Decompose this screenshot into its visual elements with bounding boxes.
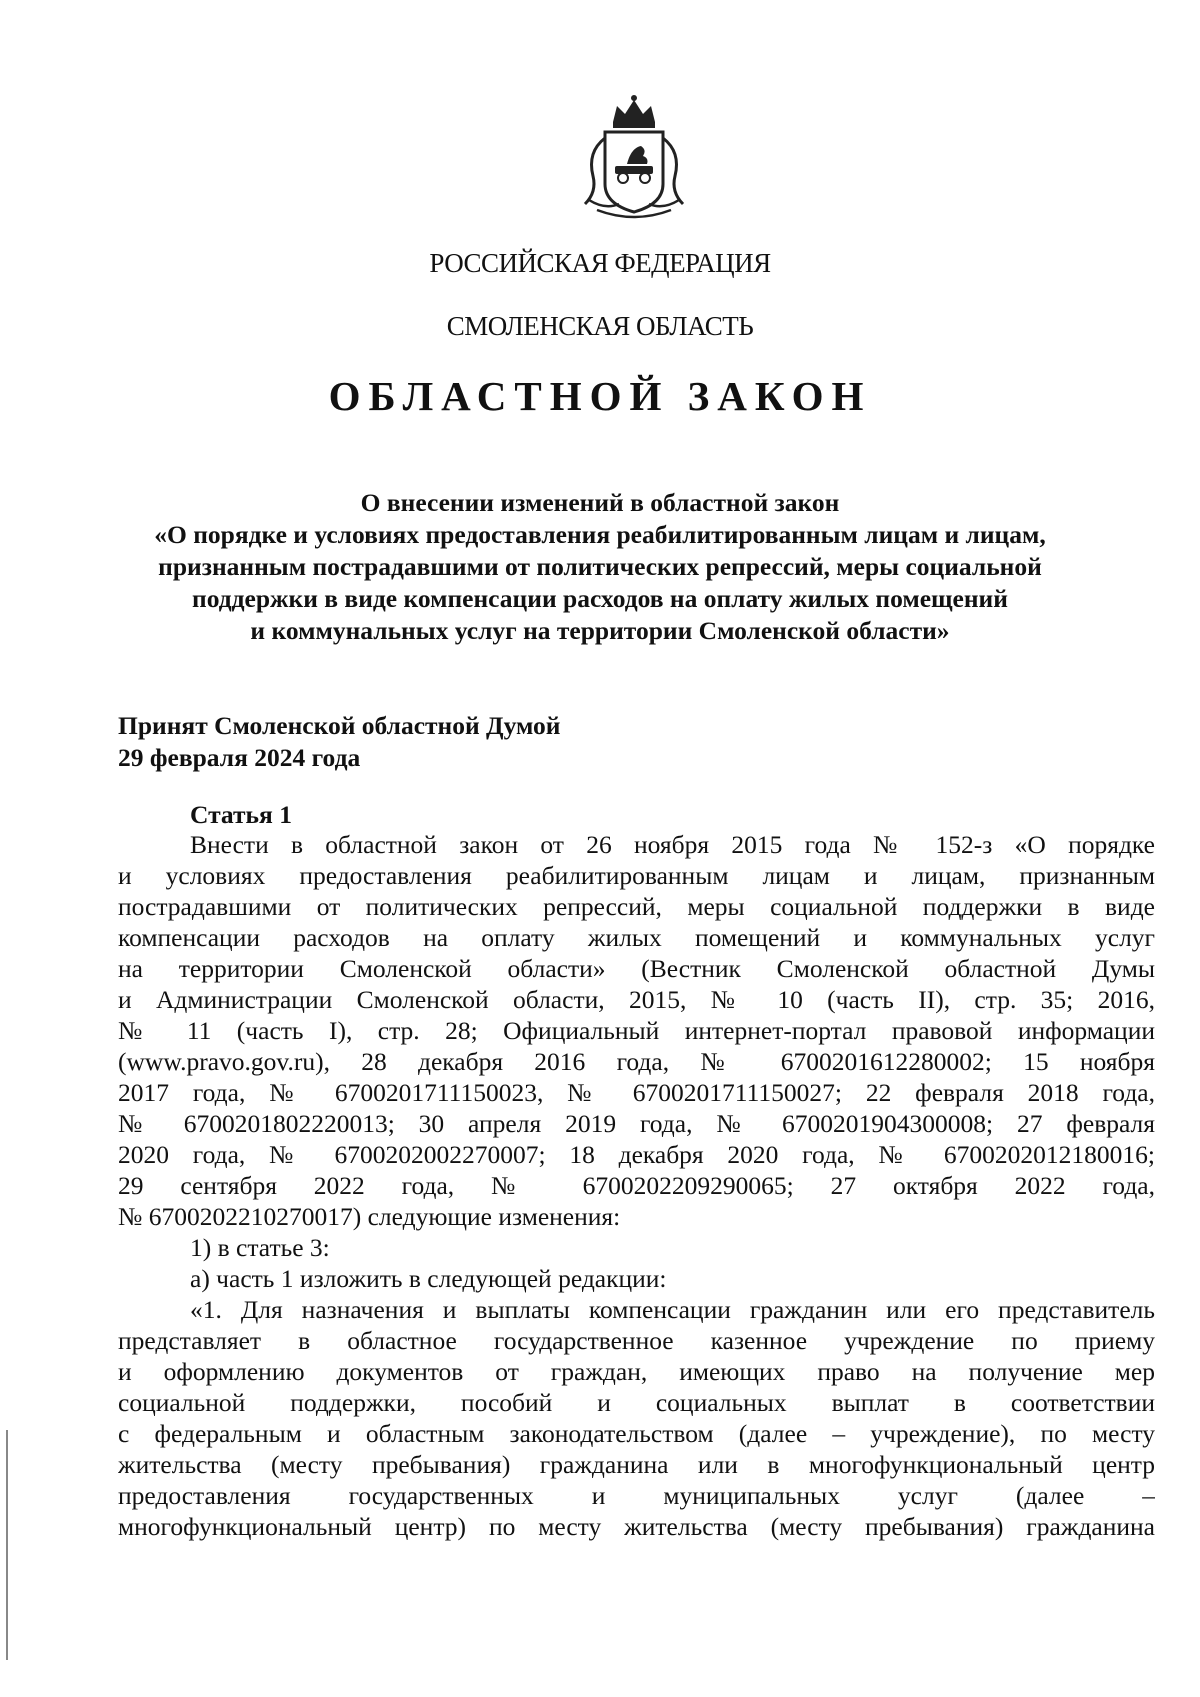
body-line: жительства (месту пребывания) гражданина или в многофункциональный центр [118,1450,1155,1479]
region-heading: СМОЛЕНСКАЯ ОБЛАСТЬ [446,311,754,341]
body-line: № 6700202210270017) следующие изменения: [118,1202,621,1231]
body-line: Внести в областной закон от 26 ноября 2015 года № 152-з «О порядке [190,830,1155,859]
body-line: (www.pravo.gov.ru), 28 декабря 2016 года, № 6700201612280002; 15 ноября [118,1047,1155,1076]
body-line: № 11 (часть I), стр. 28; Официальный интернет-портал правовой информации [118,1016,1155,1045]
body-line: пострадавшими от политических репрессий, меры социальной поддержки в виде [118,892,1155,921]
body-line: «1. Для назначения и выплаты компенсации гражданин или его представитель [190,1295,1155,1324]
article-heading: Статья 1 [190,800,292,829]
body-line: 1) в статье 3: [190,1233,330,1262]
law-title-line: признанным пострадавшими от политических репрессий, меры социальной [158,552,1042,581]
adoption-authority: Принят Смоленской областной Думой [118,711,561,740]
body-line: многофункциональный центр) по месту жительства (месту пребывания) гражданина [118,1512,1155,1541]
adoption-note [118,710,560,774]
body-line: с федеральным и областным законодательством (далее – учреждение), по месту [118,1419,1155,1448]
law-title-line: О внесении изменений в областной закон [360,488,840,517]
body-line: и оформлению документов от граждан, имеющих право на получение мер [118,1357,1155,1386]
adoption-date: 29 февраля 2024 года [118,743,361,772]
body-line: предоставления государственных и муниципальных услуг (далее – [118,1481,1155,1510]
law-type-heading: ОБЛАСТНОЙ ЗАКОН [328,373,872,419]
law-title-line: и коммунальных услуг на территории Смоленской области» [250,616,950,645]
body-line: компенсации расходов на оплату жилых помещений и коммунальных услуг [118,923,1155,952]
federation-heading: РОССИЙСКАЯ ФЕДЕРАЦИЯ [429,248,771,278]
body-line: на территории Смоленской области» (Вестник Смоленской областной Думы [118,954,1155,983]
law-title-line: поддержки в виде компенсации расходов на оплату жилых помещений [192,584,1008,613]
law-title-line: «О порядке и условиях предоставления реабилитированным лицам и лицам, [154,520,1046,549]
law-title [110,487,1090,647]
body-line: а) часть 1 изложить в следующей редакции: [190,1264,667,1293]
body-line: № 6700201802220013; 30 апреля 2019 года, № 6700201904300008; 27 февраля [118,1109,1155,1138]
body-line: и условиях предоставления реабилитированным лицам и лицам, признанным [118,861,1155,890]
body-line: 2020 года, № 6700202002270007; 18 декабря 2020 года, № 6700202012180016; [118,1140,1155,1169]
body-line: социальной поддержки, пособий и социальных выплат в соответствии [118,1388,1155,1417]
smolensk-coat-of-arms-icon [575,92,693,220]
body-line: 2017 года, № 6700201711150023, № 6700201711150027; 22 февраля 2018 года, [118,1078,1155,1107]
body-line: представляет в областное государственное казенное учреждение по приему [118,1326,1155,1355]
scan-edge-line [6,1430,8,1660]
body-line: 29 сентября 2022 года, № 6700202209290065; 27 октября 2022 года, [118,1171,1155,1200]
body-line: и Администрации Смоленской области, 2015, № 10 (часть II), стр. 35; 2016, [118,985,1155,1014]
article-body [118,829,1155,1542]
